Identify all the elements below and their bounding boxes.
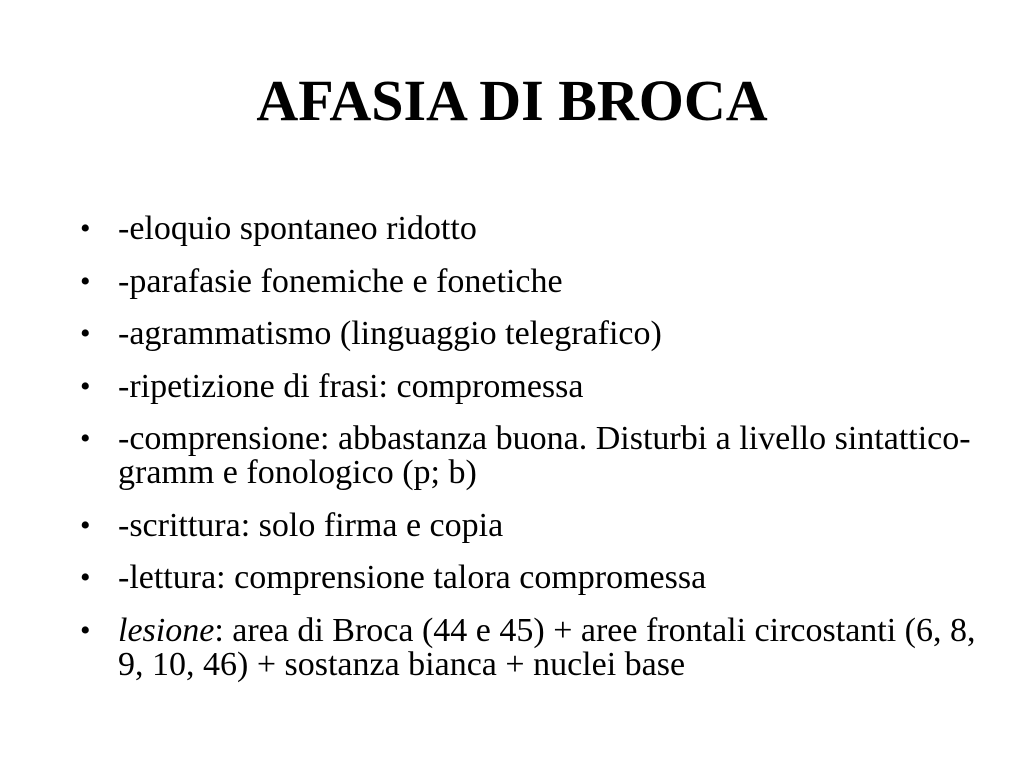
bullet-icon: • [80,508,91,542]
list-item [76,317,976,351]
list-item [76,262,976,300]
bullet-text: -parafasie fonemiche e fonetiche [118,262,563,300]
bullet-icon: • [80,264,91,298]
list-item [76,506,976,544]
bullet-icon: • [80,369,91,403]
bullet-text: -scrittura: solo firma e copia [118,506,504,544]
list-item [76,611,976,683]
bullet-text: : area di Broca (44 e 45) + aree frontali circostanti (6, 8, 9, 10, 46) + sostanza bianca + nuclei base [118,611,976,683]
bullet-icon: • [80,212,91,245]
list-item [76,212,976,246]
bullet-italic-term: lesione [118,611,215,649]
bullet-list [76,212,976,700]
bullet-text: -lettura: comprensione talora compromessa [118,559,707,596]
bullet-text: -comprensione: abbastanza buona. Disturbi a livello sintattico-gramm e fonologico (p; b) [118,420,971,491]
list-item [76,422,976,490]
slide-title: AFASIA DI BROCA [256,68,768,133]
bullet-icon: • [80,317,91,350]
bullet-icon: • [80,561,91,594]
bullet-icon: • [80,613,91,647]
list-item [76,561,976,595]
list-item [76,367,976,405]
bullet-text: -ripetizione di frasi: compromessa [118,367,584,405]
bullet-text: -agrammatismo (linguaggio telegrafico) [118,315,662,352]
bullet-text: -eloquio spontaneo ridotto [118,210,477,247]
bullet-icon: • [80,422,91,455]
